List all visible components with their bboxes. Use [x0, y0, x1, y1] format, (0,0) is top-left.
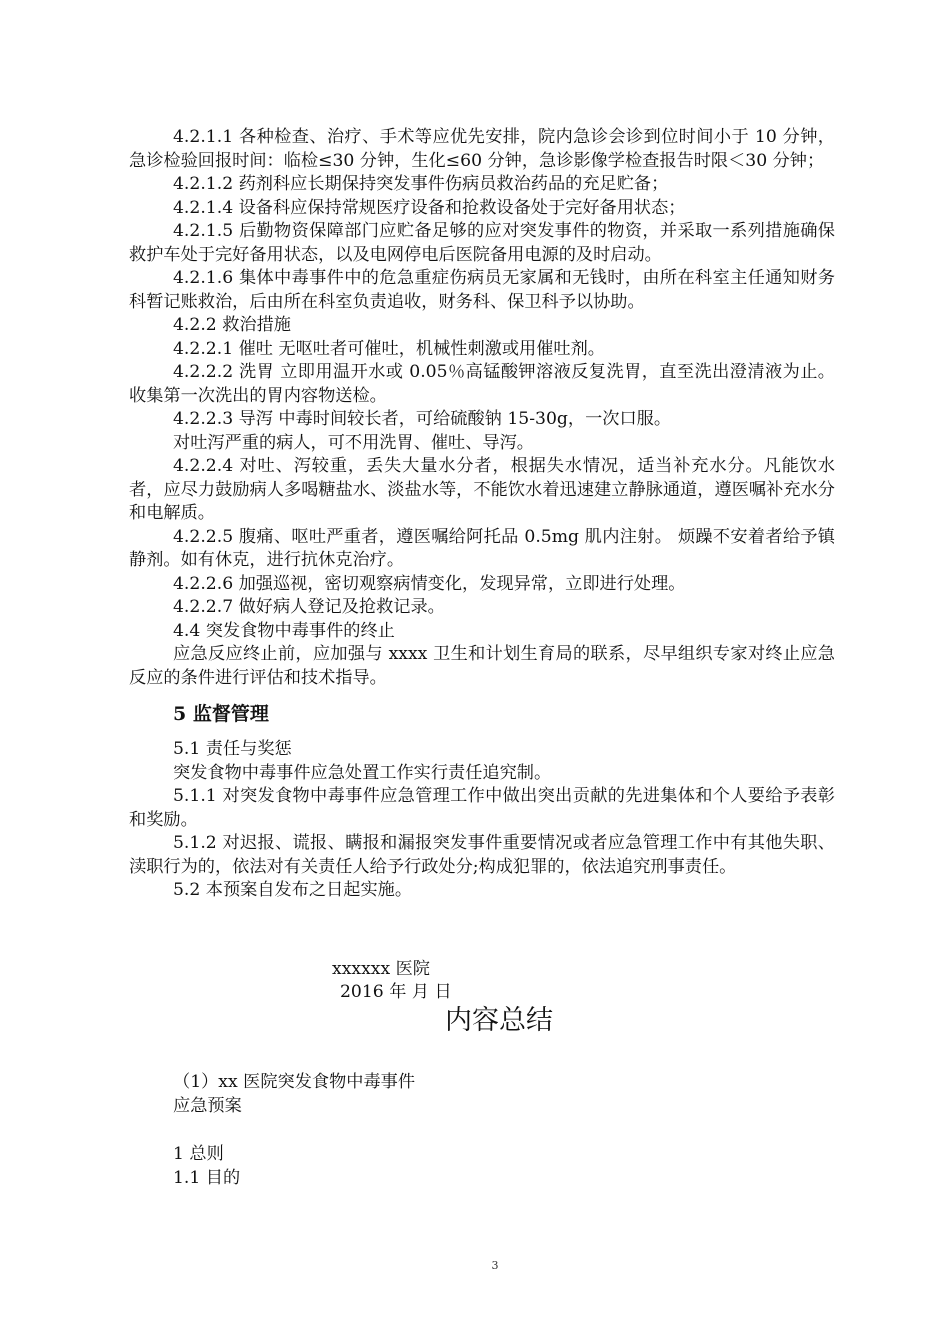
- signature-date: 2016 年 月 日: [340, 982, 452, 1002]
- paragraph: 突发食物中毒事件应急处置工作实行责任追究制。: [173, 762, 552, 783]
- paragraph: 4.2.2.2 洗胃 立即用温开水或 0.05％高锰酸钾溶液反复洗胃，直至洗出澄清液为止。收集第一次洗出的胃内容物送检。: [129, 362, 835, 406]
- summary-line: 应急预案: [173, 1096, 242, 1116]
- summary-line: 1.1 目的: [173, 1168, 241, 1188]
- paragraph: 4.2.2.1 催吐 无呕吐者可催吐，机械性刺激或用催吐剂。: [173, 338, 605, 359]
- paragraph: 4.2.2.4 对吐、泻较重，丢失大量水分者，根据失水情况，适当补充水分。凡能饮水者，应尽力鼓励病人多喝糖盐水、淡盐水等，不能饮水着迅速建立静脉通道，遵医嘱补充水分和电解质。: [129, 456, 835, 523]
- summary-line: （1）xx 医院突发食物中毒事件: [173, 1072, 416, 1092]
- section-heading: 5 监督管理: [173, 703, 269, 725]
- paragraph: 4.2.1.4 设备科应保持常规医疗设备和抢救设备处于完好备用状态；: [173, 197, 686, 218]
- document-body: [129, 126, 835, 903]
- paragraph: 4.2.2.5 腹痛、呕吐严重者，遵医嘱给阿托品 0.5mg 肌内注射。 烦躁不安着者给予镇静剂。如有休克，进行抗休克治疗。: [129, 526, 835, 570]
- summary-title: 内容总结: [445, 1005, 553, 1036]
- paragraph: 4.2.2.6 加强巡视，密切观察病情变化，发现异常，立即进行处理。: [173, 573, 686, 594]
- paragraph: 5.1.1 对突发食物中毒事件应急管理工作中做出突出贡献的先进集体和个人要给予表彰和奖励。: [129, 786, 835, 830]
- summary-blank-line: [173, 1118, 415, 1142]
- paragraph: 4.2.2 救治措施: [173, 315, 291, 335]
- paragraph: 4.2.1.5 后勤物资保障部门应贮备足够的应对突发事件的物资，并采取一系列措施确保救护车处于完好备用状态，以及电网停电后医院备用电源的及时启动。: [129, 221, 835, 265]
- paragraph: 4.4 突发食物中毒事件的终止: [173, 620, 395, 641]
- paragraph: 5.2 本预案自发布之日起实施。: [173, 880, 413, 900]
- paragraph: 5.1.2 对迟报、谎报、瞒报和漏报突发事件重要情况或者应急管理工作中有其他失职、渎职行为的，依法对有关责任人给予行政处分;构成犯罪的，依法追究刑事责任。: [129, 833, 835, 877]
- paragraph: 4.2.2.7 做好病人登记及抢救记录。: [173, 597, 445, 617]
- paragraph: 4.2.2.3 导泻 中毒时间较长者，可给硫酸钠 15-30g，一次口服。: [173, 409, 672, 429]
- signature-org: xxxxxx 医院: [332, 959, 430, 979]
- paragraph: 4.2.1.1 各种检查、治疗、手术等应优先安排，院内急诊会诊到位时间小于 10 分钟，急诊检验回报时间：临检≤30 分钟，生化≤60 分钟，急诊影像学检查报告时限＜30 分钟；: [129, 127, 835, 171]
- page-number: 3: [491, 1259, 499, 1272]
- paragraph: 对吐泻严重的病人，可不用洗胃、催吐、导泻。: [173, 432, 534, 453]
- paragraph: 4.2.1.6 集体中毒事件中的危急重症伤病员无家属和无钱时，由所在科室主任通知财务科暂记账救治，后由所在科室负责追收，财务科、保卫科予以协助。: [129, 268, 835, 312]
- paragraph: 5.1 责任与奖惩: [173, 739, 292, 759]
- summary-block: [173, 1070, 415, 1190]
- paragraph: 4.2.1.2 药剂科应长期保持突发事件伤病员救治药品的充足贮备；: [173, 174, 669, 194]
- paragraph: 应急反应终止前，应加强与 xxxx 卫生和计划生育局的联系，尽早组织专家对终止应急反应的条件进行评估和技术指导。: [129, 644, 835, 688]
- summary-line: 1 总则: [173, 1144, 224, 1164]
